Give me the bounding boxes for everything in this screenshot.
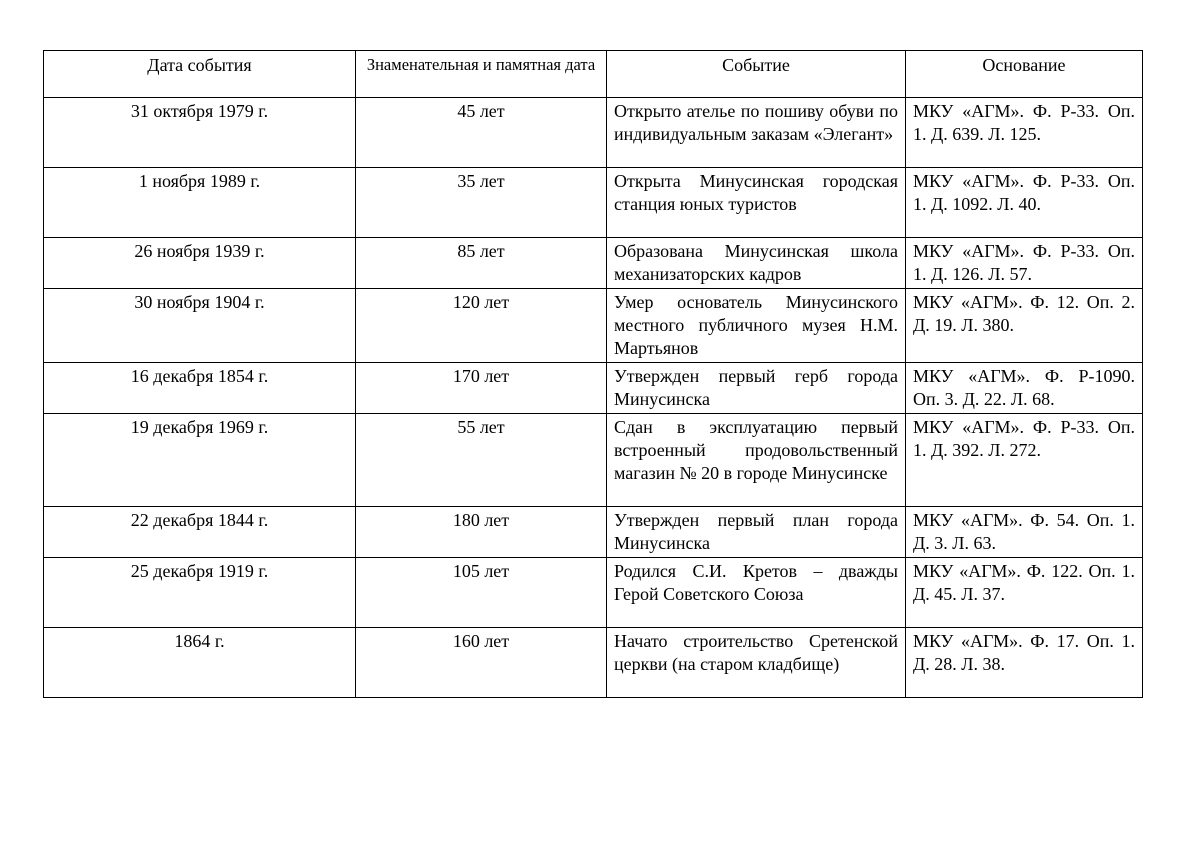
cell-date: 1864 г. bbox=[44, 628, 356, 698]
cell-source: МКУ «АГМ». Ф. 17. Оп. 1. Д. 28. Л. 38. bbox=[906, 628, 1143, 698]
cell-event: Открыта Минусинская городская станция юных туристов bbox=[607, 168, 906, 238]
cell-source: МКУ «АГМ». Ф. Р-33. Оп. 1. Д. 1092. Л. 40. bbox=[906, 168, 1143, 238]
table-row bbox=[44, 414, 1143, 507]
table-row bbox=[44, 168, 1143, 238]
cell-date: 1 ноября 1989 г. bbox=[44, 168, 356, 238]
header-anniversary: Знаменательная и памятная дата bbox=[356, 51, 607, 98]
cell-source: МКУ «АГМ». Ф. Р-33. Оп. 1. Д. 392. Л. 272. bbox=[906, 414, 1143, 507]
table-row bbox=[44, 98, 1143, 168]
header-date: Дата события bbox=[44, 51, 356, 98]
cell-date: 30 ноября 1904 г. bbox=[44, 289, 356, 363]
cell-anniversary: 170 лет bbox=[356, 363, 607, 414]
cell-source: МКУ «АГМ». Ф. Р-33. Оп. 1. Д. 639. Л. 125. bbox=[906, 98, 1143, 168]
cell-anniversary: 35 лет bbox=[356, 168, 607, 238]
table-row bbox=[44, 628, 1143, 698]
cell-event: Образована Минусинская школа механизаторских кадров bbox=[607, 238, 906, 289]
cell-event: Утвержден первый план города Минусинска bbox=[607, 507, 906, 558]
events-table bbox=[43, 50, 1143, 698]
cell-anniversary: 85 лет bbox=[356, 238, 607, 289]
cell-date: 25 декабря 1919 г. bbox=[44, 558, 356, 628]
cell-date: 19 декабря 1969 г. bbox=[44, 414, 356, 507]
table-row bbox=[44, 238, 1143, 289]
header-source: Основание bbox=[906, 51, 1143, 98]
cell-date: 16 декабря 1854 г. bbox=[44, 363, 356, 414]
table-row bbox=[44, 558, 1143, 628]
cell-event: Открыто ателье по пошиву обуви по индивидуальным заказам «Элегант» bbox=[607, 98, 906, 168]
cell-event: Сдан в эксплуатацию первый встроенный продовольственный магазин № 20 в городе Минусинске bbox=[607, 414, 906, 507]
cell-event: Утвержден первый герб города Минусинска bbox=[607, 363, 906, 414]
cell-anniversary: 105 лет bbox=[356, 558, 607, 628]
cell-anniversary: 120 лет bbox=[356, 289, 607, 363]
table-row bbox=[44, 289, 1143, 363]
cell-event: Умер основатель Минусинского местного публичного музея Н.М. Мартьянов bbox=[607, 289, 906, 363]
cell-anniversary: 55 лет bbox=[356, 414, 607, 507]
table-row bbox=[44, 363, 1143, 414]
cell-source: МКУ «АГМ». Ф. 12. Оп. 2. Д. 19. Л. 380. bbox=[906, 289, 1143, 363]
cell-event: Родился С.И. Кретов – дважды Герой Советского Союза bbox=[607, 558, 906, 628]
cell-anniversary: 45 лет bbox=[356, 98, 607, 168]
cell-date: 26 ноября 1939 г. bbox=[44, 238, 356, 289]
cell-anniversary: 160 лет bbox=[356, 628, 607, 698]
cell-source: МКУ «АГМ». Ф. 122. Оп. 1. Д. 45. Л. 37. bbox=[906, 558, 1143, 628]
cell-source: МКУ «АГМ». Ф. Р-1090. Оп. 3. Д. 22. Л. 68. bbox=[906, 363, 1143, 414]
table-row bbox=[44, 507, 1143, 558]
cell-event: Начато строительство Сретенской церкви (на старом кладбище) bbox=[607, 628, 906, 698]
cell-date: 22 декабря 1844 г. bbox=[44, 507, 356, 558]
cell-source: МКУ «АГМ». Ф. 54. Оп. 1. Д. 3. Л. 63. bbox=[906, 507, 1143, 558]
cell-date: 31 октября 1979 г. bbox=[44, 98, 356, 168]
cell-anniversary: 180 лет bbox=[356, 507, 607, 558]
header-event: Событие bbox=[607, 51, 906, 98]
table-header-row bbox=[44, 51, 1143, 98]
cell-source: МКУ «АГМ». Ф. Р-33. Оп. 1. Д. 126. Л. 57. bbox=[906, 238, 1143, 289]
